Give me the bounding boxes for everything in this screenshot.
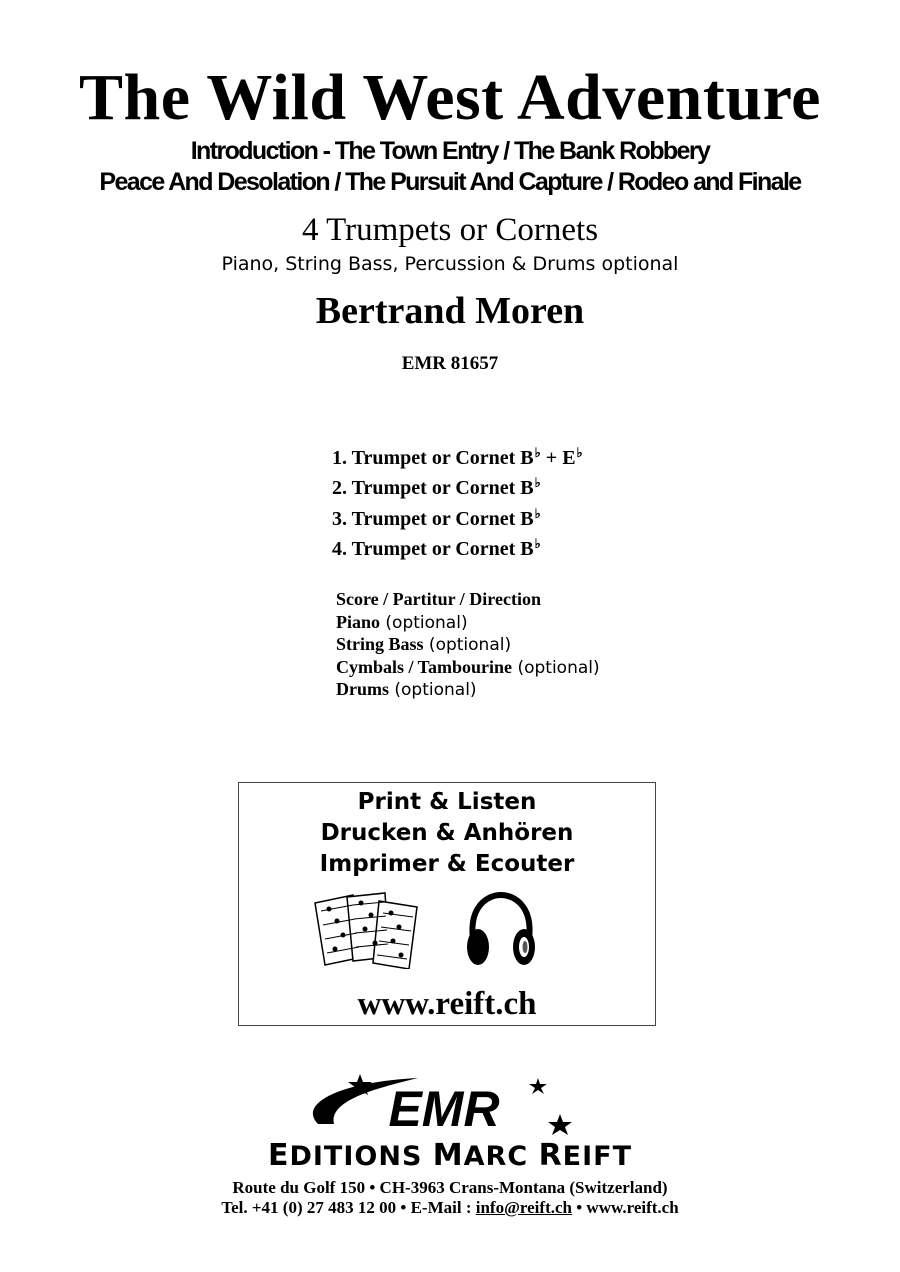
extra-item — [336, 611, 600, 634]
publisher-word: ARC — [463, 1141, 539, 1172]
publisher-initial: M — [432, 1138, 464, 1173]
part-item — [332, 438, 583, 468]
extra-name: Score / Partitur / Direction — [336, 589, 541, 609]
print-listen-box — [238, 782, 656, 1026]
extra-item — [336, 656, 600, 679]
print-listen-line-fr: Imprimer & Ecouter — [319, 851, 575, 877]
part-label: 4. Trumpet or Cornet B — [332, 537, 534, 560]
flat-sign: ♭ — [576, 445, 583, 460]
instrumentation: 4 Trumpets or Cornets — [301, 212, 599, 248]
extras-list — [336, 588, 600, 701]
publisher-word: EIFT — [562, 1141, 633, 1172]
part-label-extra: + E — [540, 447, 576, 469]
contact-suffix: • www.reift.ch — [571, 1198, 679, 1217]
extra-item — [336, 678, 600, 701]
extra-note: (optional) — [380, 612, 468, 633]
print-listen-line-en: Print & Listen — [357, 789, 537, 815]
extra-note: (optional) — [423, 635, 512, 656]
extra-item — [336, 588, 600, 611]
sheet-music-icon — [313, 891, 425, 969]
logo-text: EMR — [388, 1081, 500, 1137]
publisher-contact — [0, 1197, 900, 1219]
contact-prefix: Tel. +41 (0) 27 483 12 00 • E-Mail : — [221, 1198, 476, 1217]
title: The Wild West Adventure — [79, 61, 821, 134]
publisher-initial: E — [267, 1138, 290, 1173]
part-label: 2. Trumpet or Cornet B — [332, 477, 534, 500]
headphones-icon — [465, 891, 537, 973]
publisher-address: Route du Golf 150 • CH-3963 Crans-Montana (Switzerland) — [232, 1178, 668, 1197]
reift-url: www.reift.ch — [357, 986, 537, 1022]
emr-logo — [298, 1072, 588, 1140]
extra-note: (optional) — [512, 657, 600, 678]
publisher-name — [0, 1138, 900, 1175]
catalog-number: EMR 81657 — [401, 353, 499, 374]
email-link[interactable]: info@reift.ch — [475, 1198, 572, 1217]
extra-name: Piano — [336, 611, 381, 632]
extra-name: String Bass — [336, 634, 424, 655]
part-label: 3. Trumpet or Cornet B — [332, 507, 534, 530]
subtitle-line-2: Peace And Desolation / The Pursuit And Capture / Rodeo and Finale — [99, 168, 801, 196]
flat-sign: ♭ — [534, 475, 541, 491]
flat-sign: ♭ — [534, 445, 541, 460]
flat-sign: ♭ — [534, 505, 541, 521]
extra-item — [336, 633, 600, 656]
part-item — [332, 499, 583, 529]
publisher-word: DITIONS — [289, 1141, 433, 1172]
extra-name: Cymbals / Tambourine — [336, 656, 513, 677]
composer: Bertrand Moren — [315, 290, 585, 332]
parts-list — [332, 438, 583, 559]
part-label: 1. Trumpet or Cornet B — [332, 447, 534, 469]
subtitle-line-1: Introduction - The Town Entry / The Bank Robbery — [190, 137, 710, 165]
extra-name: Drums — [336, 679, 389, 700]
part-item — [332, 529, 583, 559]
publisher-initial: R — [538, 1138, 563, 1173]
flat-sign: ♭ — [534, 535, 541, 551]
part-item — [332, 468, 583, 498]
print-listen-line-de: Drucken & Anhören — [320, 820, 574, 846]
optional-instruments: Piano, String Bass, Percussion & Drums optional — [221, 253, 679, 275]
extra-note: (optional) — [389, 680, 477, 701]
